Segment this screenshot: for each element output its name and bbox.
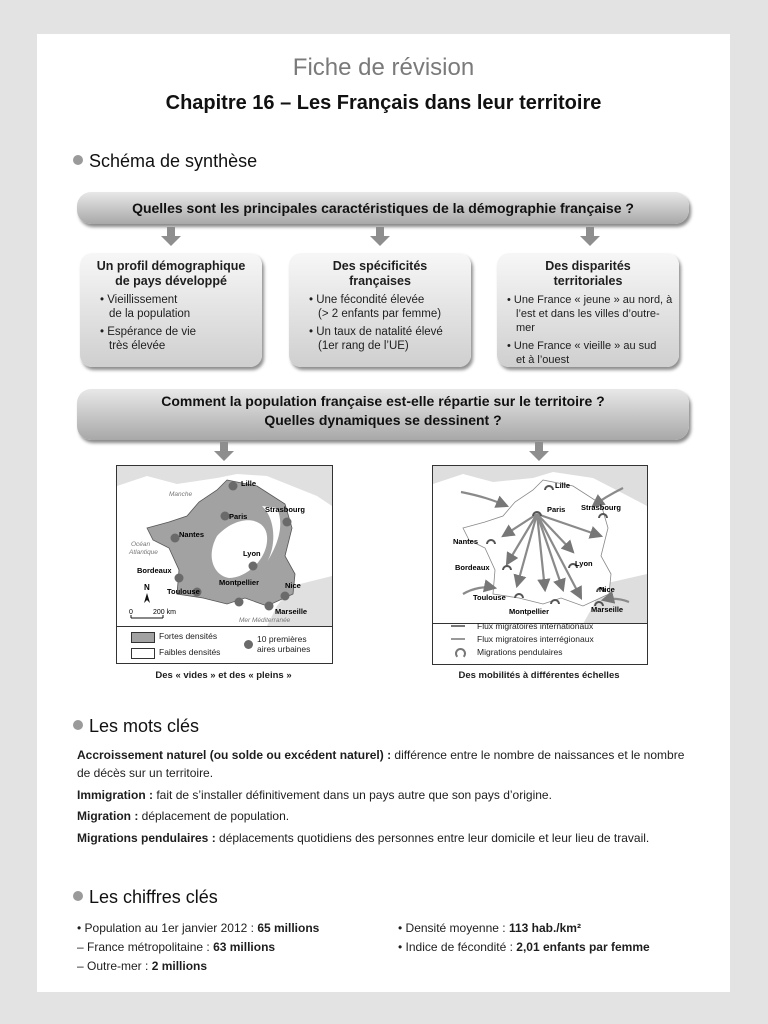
- density-legend: [116, 626, 333, 664]
- revision-sheet: [37, 34, 730, 992]
- key-figure: – Outre-mer : 2 millions: [77, 959, 208, 973]
- bullet-dot-icon: [73, 891, 83, 901]
- mobility-map: [432, 465, 648, 625]
- city-label: Paris: [547, 505, 566, 514]
- definition-accroissement: Accroissement naturel (ou solde ou excédent naturel) : différence entre le nombre de naissances et le nombre de décès sur un territoire.: [77, 748, 685, 780]
- legend-interregional-label: Flux migratoires interrégionaux: [477, 634, 594, 644]
- box-title: Des disparités: [545, 259, 631, 273]
- city-label: Lille: [241, 479, 257, 488]
- list-item: • Une France « vieille » au sud et à l’ouest: [507, 340, 657, 366]
- urban-area-marker: [175, 574, 184, 583]
- scale-label: 200 km: [153, 609, 176, 616]
- key-figure: • Densité moyenne : 113 hab./km²: [398, 921, 581, 935]
- key-figures-right: [398, 919, 650, 957]
- city-label: Bordeaux: [455, 563, 490, 572]
- city-label: Bordeaux: [137, 566, 172, 575]
- definition-immigration: Immigration : fait de s’installer définitivement dans un pays autre que son pays d’origine.: [77, 788, 552, 802]
- box-specificites: [289, 253, 471, 367]
- key-figures-left: [77, 919, 319, 976]
- section-heading-chiffres-cles: Les chiffres clés: [73, 887, 218, 908]
- legend-international-label: Flux migratoires internationaux: [477, 621, 594, 631]
- legend-urban-label: 10 premières aires urbaines: [257, 634, 311, 654]
- city-label: Marseille: [275, 607, 308, 616]
- city-label: Montpellier: [509, 607, 550, 616]
- sheet-kicker: Fiche de révision: [292, 54, 475, 81]
- urban-area-icon: [244, 640, 253, 649]
- chapter-title: Chapitre 16 – Les Français dans leur territoire: [165, 92, 602, 114]
- urban-area-marker: [283, 518, 292, 527]
- urban-area-marker: [281, 592, 290, 601]
- urban-area-marker: [265, 602, 274, 611]
- international-flow-icon: [451, 625, 465, 627]
- city-label: Toulouse: [473, 593, 506, 602]
- density-map-svg: [117, 466, 332, 626]
- definition-migration: Migration : déplacement de population.: [77, 809, 290, 823]
- box-title: de pays développé: [115, 274, 227, 288]
- bullet-dot-icon: [73, 155, 83, 165]
- city-label: Paris: [229, 512, 248, 521]
- scale-start: 0: [129, 609, 133, 616]
- sea-label: Mer Méditerranée: [239, 617, 291, 624]
- city-label: Lille: [555, 481, 571, 490]
- section-heading-mots-cles: Les mots clés: [73, 716, 199, 737]
- city-label: Nice: [599, 585, 615, 594]
- legend-swatch-dense: [131, 632, 155, 643]
- mobility-map-caption: Des mobilités à différentes échelles: [458, 670, 620, 681]
- box-disparites: [497, 253, 679, 367]
- city-label: Lyon: [243, 549, 261, 558]
- legend-swatch-sparse: [131, 648, 155, 659]
- city-label: Nantes: [453, 537, 479, 546]
- city-label: Lyon: [575, 559, 593, 568]
- key-figure: – France métropolitaine : 63 millions: [77, 940, 276, 954]
- city-label: Montpellier: [219, 578, 260, 587]
- density-map: [116, 465, 333, 627]
- urban-area-marker: [235, 598, 244, 607]
- list-item: • Une France « jeune » au nord, à l’est et dans les villes d’outre-mer: [507, 294, 673, 334]
- section-heading-synthese: Schéma de synthèse: [73, 151, 257, 172]
- mobility-map-svg: [433, 466, 647, 624]
- city-label: Toulouse: [167, 587, 200, 596]
- list-item: • Une fécondité élevée (> 2 enfants par femme): [309, 294, 442, 320]
- list-item: • Vieillissement de la population: [100, 294, 191, 320]
- legend-dense-label: Fortes densités: [159, 631, 218, 641]
- box-profil-demographique: [80, 253, 262, 367]
- box-title: françaises: [349, 274, 411, 288]
- list-item: • Espérance de vie très élevée: [100, 326, 197, 352]
- city-label: Strasbourg: [265, 505, 306, 514]
- legend-pendulaire-label: Migrations pendulaires: [477, 647, 563, 657]
- sea-label: Océan: [131, 541, 151, 548]
- sea-label: Manche: [169, 491, 193, 498]
- box-title: territoriales: [553, 274, 623, 288]
- box-title: Des spécificités: [332, 259, 428, 273]
- city-label: Nantes: [179, 530, 205, 539]
- density-map-caption: Des « vides » et des « pleins »: [155, 670, 292, 681]
- sea-label: Atlantique: [129, 549, 158, 556]
- north-label: N: [144, 583, 150, 592]
- urban-area-marker: [249, 562, 258, 571]
- question-banner-2: Comment la population française est-elle répartie sur le territoire ? Quelles dynamiques se dessinent ?: [77, 389, 689, 440]
- key-figure: • Population au 1er janvier 2012 : 65 millions: [77, 921, 320, 935]
- mobility-legend: [432, 623, 648, 665]
- city-label: Nice: [285, 581, 301, 590]
- box-title: Un profil démographique: [96, 259, 246, 273]
- urban-area-marker: [229, 482, 238, 491]
- interregional-flow-icon: [451, 638, 465, 640]
- city-label: Marseille: [591, 605, 624, 614]
- definition-migrations-pendulaires: Migrations pendulaires : déplacements quotidiens des personnes entre leur domicile et leur lieu de travail.: [77, 831, 650, 845]
- list-item: • Un taux de natalité élevé (1er rang de l’UE): [309, 326, 443, 352]
- question-banner-1: Quelles sont les principales caractéristiques de la démographie française ?: [77, 192, 689, 224]
- key-figure: • Indice de fécondité : 2,01 enfants par femme: [398, 940, 650, 954]
- bullet-dot-icon: [73, 720, 83, 730]
- legend-sparse-label: Faibles densités: [159, 647, 221, 657]
- pendular-migration-icon: [455, 648, 466, 659]
- city-label: Strasbourg: [581, 503, 622, 512]
